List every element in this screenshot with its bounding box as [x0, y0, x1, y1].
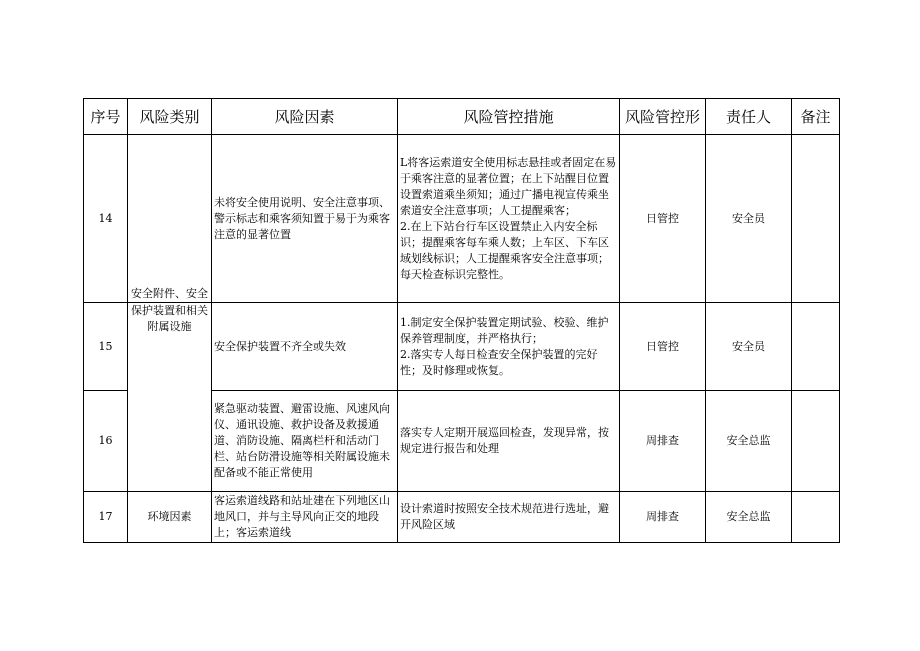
row-factor: 客运索道线路和站址建在下列地区山地风口，并与主导风向正交的地段上；客运索道线 — [212, 492, 398, 543]
category-line: 保护装置和相关 — [131, 304, 208, 317]
row-measures — [398, 303, 620, 391]
row-remark — [792, 391, 840, 492]
row-person: 安全总监 — [706, 492, 792, 543]
row-control: 日管控 — [620, 303, 706, 391]
table-row — [84, 492, 840, 543]
row-measures — [398, 135, 620, 303]
header-no: 序号 — [84, 99, 128, 135]
row-remark — [792, 135, 840, 303]
row-person: 安全员 — [706, 303, 792, 391]
row-person: 安全员 — [706, 135, 792, 303]
row-no: 16 — [84, 391, 128, 492]
row-control: 日管控 — [620, 135, 706, 303]
row-category-part2 — [128, 303, 212, 492]
row-person: 安全总监 — [706, 391, 792, 492]
header-remark: 备注 — [792, 99, 840, 135]
header-control: 风险管控形 — [620, 99, 706, 135]
measure-item: 2.在上下站台行车区设置禁止入内安全标识；提醒乘客每车乘人数；上车区、下车区域划线标识；人工提醒乘客安全注意事项；每天检查标识完整性。 — [400, 219, 609, 281]
row-factor: 安全保护装置不齐全或失效 — [212, 303, 398, 391]
row-measures: 落实专人定期开展巡回检查，发现异常，按规定进行报告和处理 — [398, 391, 620, 492]
row-control: 周排查 — [620, 492, 706, 543]
measure-item: 1.制定安全保护装置定期试验、校验、维护保养管理制度，并严格执行； — [400, 315, 609, 345]
row-no: 15 — [84, 303, 128, 391]
risk-control-table — [83, 98, 840, 543]
measure-item: 2.落实专人每日检查安全保护装置的完好性；及时修理或恢复。 — [400, 347, 598, 377]
table-row — [84, 303, 840, 391]
row-category-part1: 安全附件、安全 — [128, 135, 212, 303]
header-person: 责任人 — [706, 99, 792, 135]
row-remark — [792, 303, 840, 391]
row-no: 17 — [84, 492, 128, 543]
category-line: 附属设施 — [147, 320, 192, 333]
row-measures: 设计索道时按照安全技术规范进行选址，避开风险区域 — [398, 492, 620, 543]
row-factor: 未将安全使用说明、安全注意事项、警示标志和乘客须知置于易于为乘客注意的显著位置 — [212, 135, 398, 303]
row-control: 周排查 — [620, 391, 706, 492]
measure-item: L将客运索道安全使用标志悬挂或者固定在易于乘客注意的显著位置；在上下站醒目位置设置索道乘坐须知；通过广播电视宣传乘坐索道安全注意事项；人工提醒乘客； — [400, 155, 617, 217]
row-category: 环境因素 — [128, 492, 212, 543]
header-category: 风险类别 — [128, 99, 212, 135]
header-measures: 风险管控措施 — [398, 99, 620, 135]
table-row — [84, 135, 840, 303]
header-factor: 风险因素 — [212, 99, 398, 135]
row-remark — [792, 492, 840, 543]
table-header-row — [84, 99, 840, 135]
row-factor: 紧急驱动装置、避雷设施、风速风向仪、通讯设施、救护设备及救援通道、消防设施、隔离栏杆和活动门栏、站台防滑设施等相关附属设施未配备或不能正常使用 — [212, 391, 398, 492]
row-no: 14 — [84, 135, 128, 303]
